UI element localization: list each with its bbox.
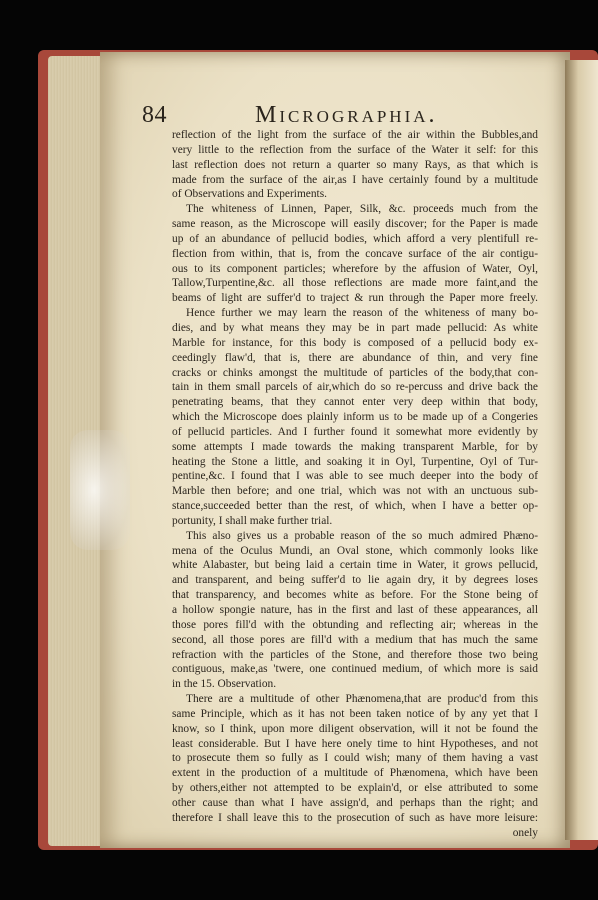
text-line: cracks or chinks amongst the multitude of particles of the body,that con- xyxy=(172,366,538,379)
text-line: and transparent, and being suffer'd to lie again dry, it by degrees loses xyxy=(172,574,538,587)
text-line: extent in the production of a multitude of Phænomena, which have been xyxy=(172,767,538,780)
text-line: heating the Stone a little, and soaking it in Oyl, Turpentine, Oyl of Tur- xyxy=(172,455,538,468)
text-line: very little to the reflection from the surface of the Water it self: for this xyxy=(172,143,538,156)
text-line: know, so I think, upon more diligent observation, will it not be found the xyxy=(172,722,538,735)
text-line: refraction with the particles of the Stone, and therefore those two being xyxy=(172,648,538,661)
text-line: Hence further we may learn the reason of the whiteness of many bo- xyxy=(186,307,538,320)
text-line: those pores fill'd with the obtunding and reflecting air; whereas in the xyxy=(172,618,538,631)
text-line: tain in them small parcels of air,which do so re-percuss and drive back the xyxy=(172,381,538,394)
text-line: of pellucid particles. And I further found it somewhat more evidently by xyxy=(172,425,538,438)
text-line: contiguous, make,as 'twere, one continued medium, of which more is said xyxy=(172,663,538,676)
page-number: 84 xyxy=(142,102,167,128)
facing-page-edge xyxy=(565,60,598,840)
text-line: of Observations and Experiments. xyxy=(172,188,328,201)
text-line: white Alabaster, but being laid a certain time in Water, it grows pellucid, xyxy=(172,559,538,572)
running-title: Micrographia. xyxy=(255,102,438,128)
text-line: therefore I shall leave this to the prosecution of such as have more leisure: xyxy=(172,811,538,824)
text-line: some attempts I made towards the making transparent Marble, for by xyxy=(172,440,538,453)
text-line: reflection of the light from the surface of the air within the Bubbles,and xyxy=(172,129,538,141)
page-clip xyxy=(70,430,130,550)
text-line: beams of light are suffer'd to traject & run through the Paper more freely. xyxy=(172,292,538,305)
text-line: Marble then before; and one trial, which was not with an unctuous sub- xyxy=(172,485,538,498)
text-line: Tallow,Turpentine,&c. all those reflections are made more faint,and the xyxy=(172,277,538,290)
text-line: The whiteness of Linnen, Paper, Silk, &c. proceeds much from the xyxy=(186,203,538,216)
text-line: up of an abundance of pellucid bodies, which afford a very plentifull re- xyxy=(172,232,538,245)
text-line: There are a multitude of other Phænomena,that are produc'd from this xyxy=(186,693,538,706)
text-line: Marble for instance, for this body is composed of a pellucid body ex- xyxy=(172,336,538,349)
text-line: pentine,&c. I found that I was able to see much deeper into the body of xyxy=(172,470,538,483)
text-line: onely xyxy=(512,826,538,839)
text-line: in the 15. Observation. xyxy=(172,678,277,691)
page-header xyxy=(140,98,560,132)
text-line: portunity, I shall make further trial. xyxy=(172,514,333,527)
text-line: penetrating beams, that they cannot enter very deep within that body, xyxy=(172,396,538,409)
text-line: This also gives us a probable reason of the so much admired Phæno- xyxy=(186,529,538,542)
text-line: a hollow spongie nature, has in the first and last of these appearances, all xyxy=(172,604,538,616)
text-line: other cause than what I have assign'd, and perhaps than the right; and xyxy=(172,796,538,809)
text-line: that transparency, and becomes white as before. For the Stone being of xyxy=(172,589,538,602)
text-line: same reason, as the Microscope will easily discover; for the Paper is made xyxy=(172,218,538,231)
text-line: same Principle, which as it has not been taken notice of by any yet that I xyxy=(172,707,538,720)
text-line: which the Microscope does plainly inform us to be made up of a Congeries xyxy=(172,411,538,424)
text-line: ceedingly flaw'd, that is, there are abundance of thin, and very fine xyxy=(172,351,538,364)
text-line: ous to its component particles; wherefore by the affusion of Water, Oyl, xyxy=(172,262,538,275)
text-line: flection from within, that is, from the concave surface of the air contigu- xyxy=(172,247,538,260)
text-line: stance,succeeded better than the rest, of which, when I have a better op- xyxy=(172,500,538,513)
text-line: dies, and by what means they may be in part made pellucid: As white xyxy=(172,321,538,334)
text-line: to prosecute them so fully as I could wish; many of them having a vast xyxy=(172,752,538,765)
body-text xyxy=(172,128,538,841)
text-line: made from the surface of the air,as I have certainly found by a multitude xyxy=(172,173,538,186)
text-line: last reflection does not return a quarter so many Rays, as that which is xyxy=(172,158,538,171)
text-line: second, all those pores are fill'd with a medium that has much the same xyxy=(172,633,538,646)
text-line: mena of the Oculus Mundi, an Oval stone, which commonly looks like xyxy=(172,544,538,557)
text-line: by others,either not attempted to be explain'd, or else attributed to some xyxy=(172,782,538,795)
text-line: least considerable. But I have here onely time to hint Hypotheses, and not xyxy=(172,737,538,750)
